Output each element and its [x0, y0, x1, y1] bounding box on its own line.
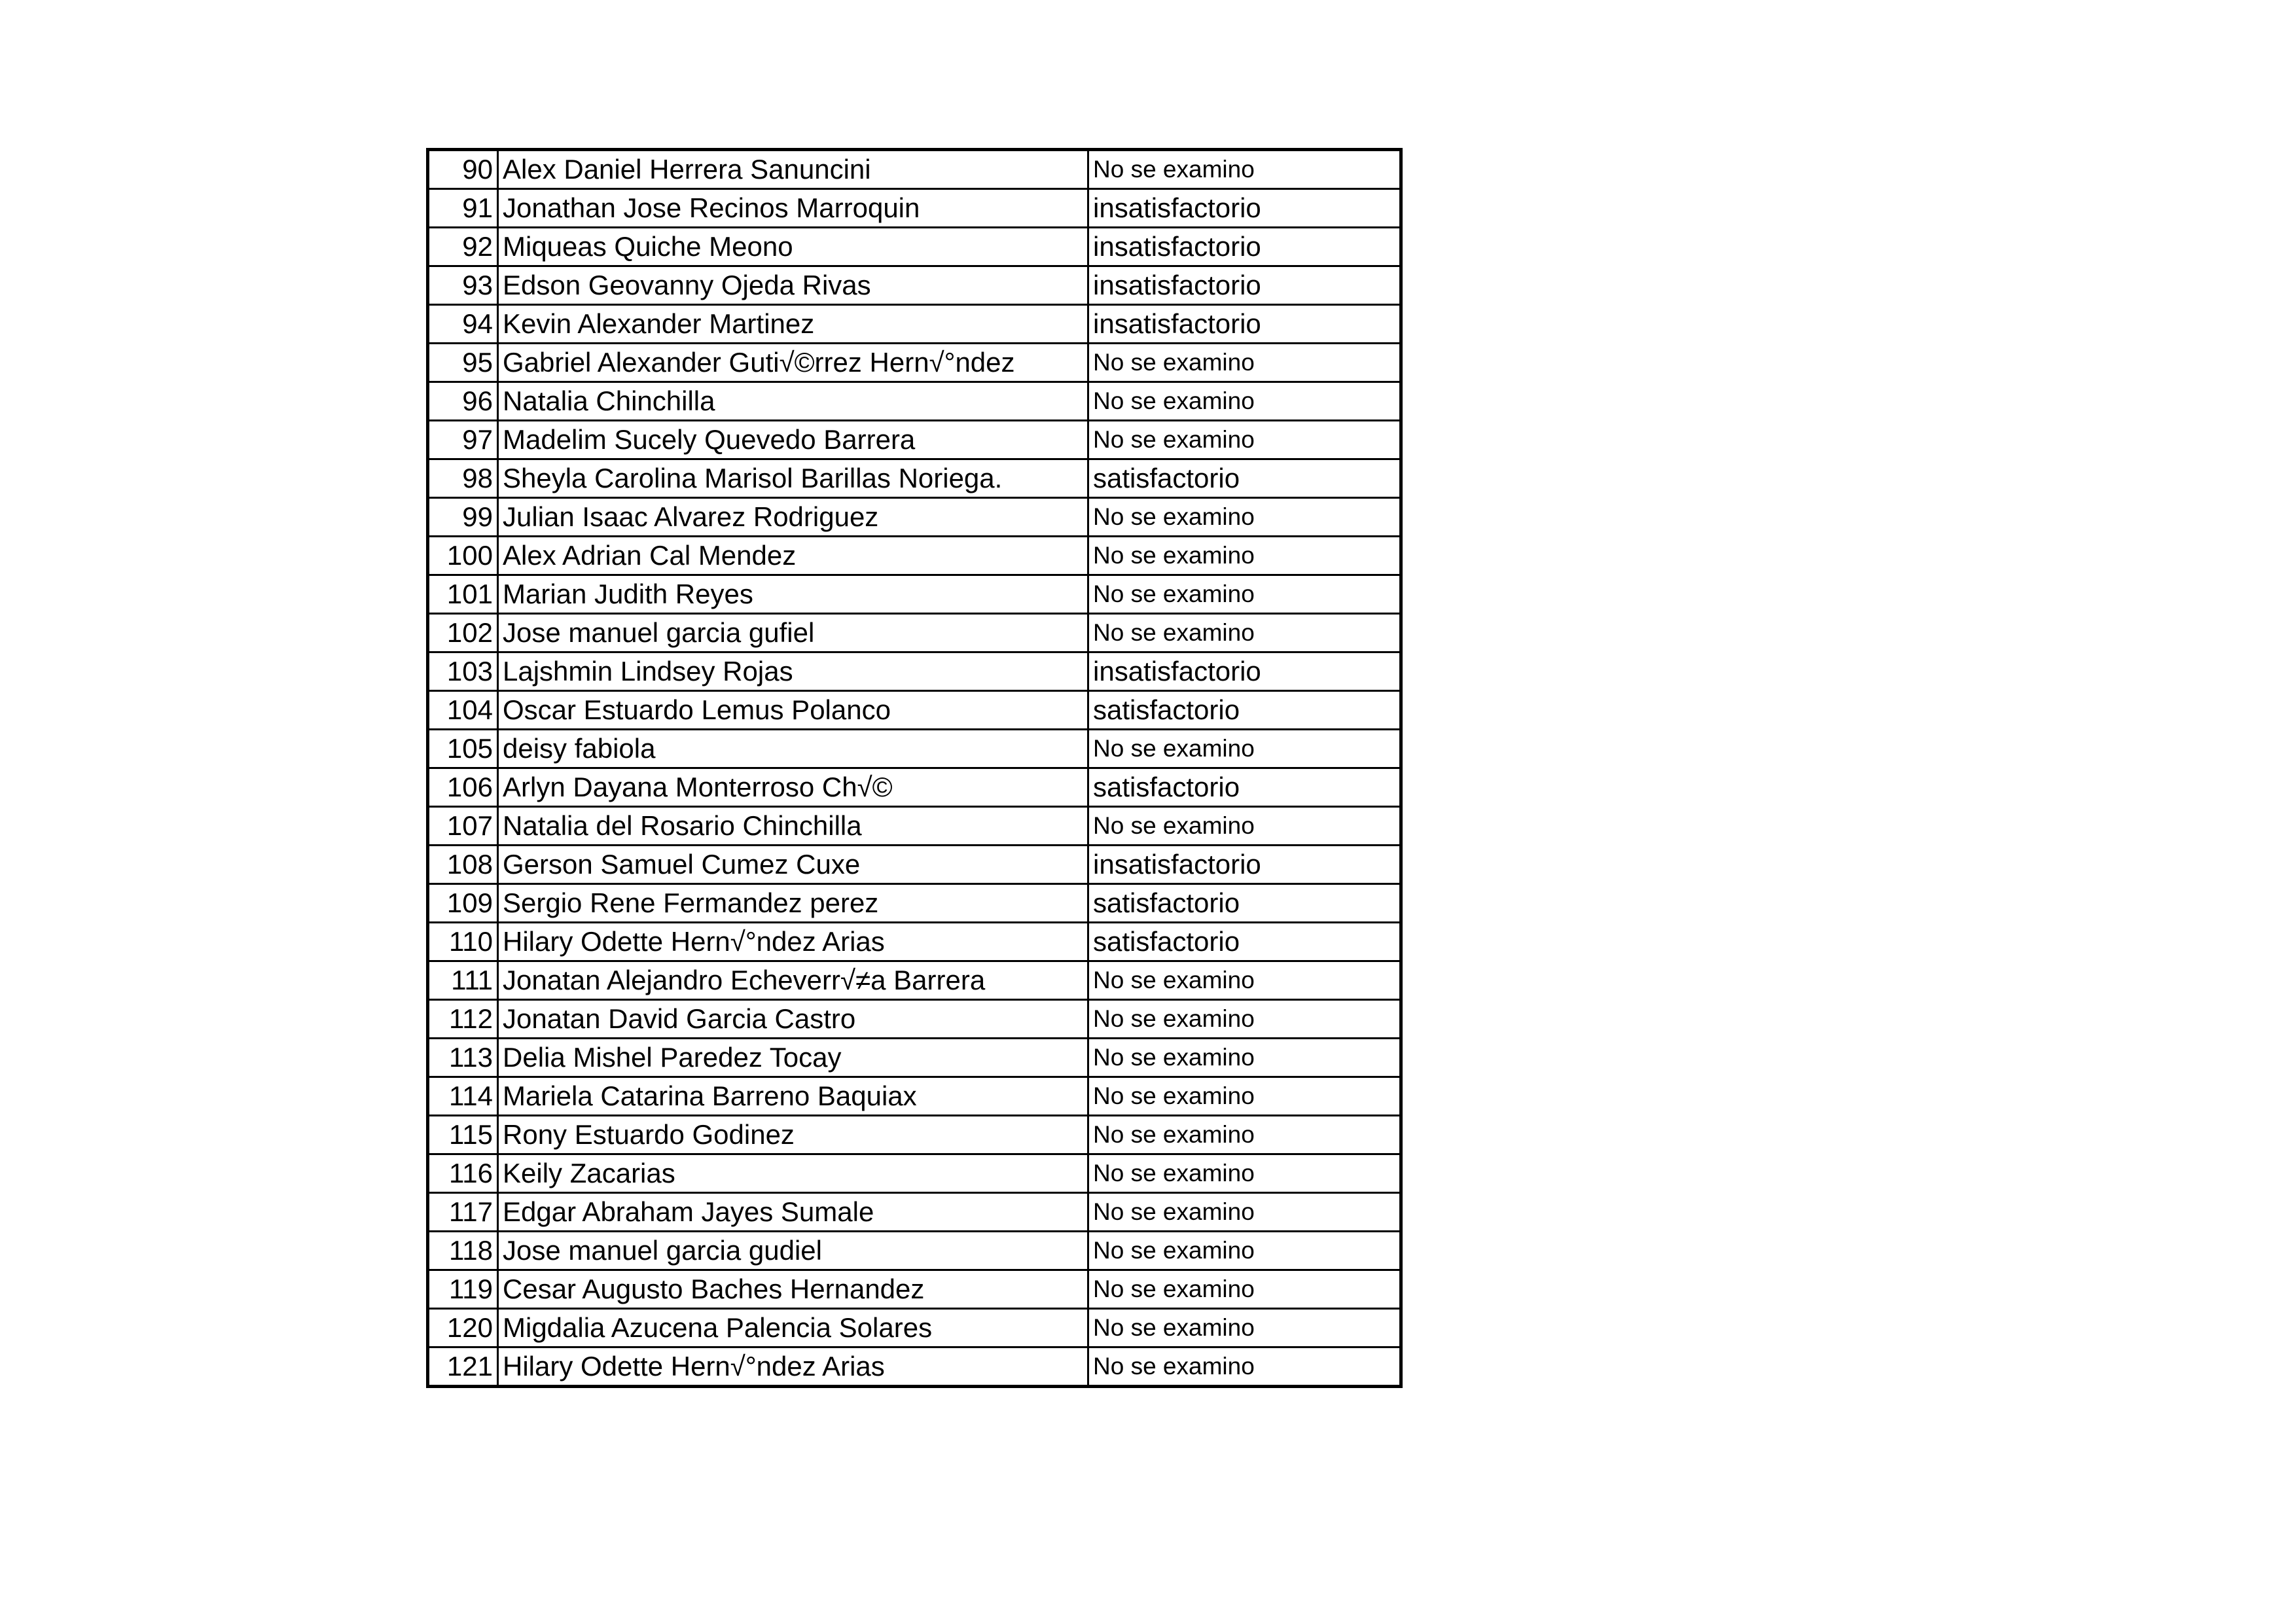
row-number-cell: 116: [428, 1154, 498, 1193]
result-status-cell: satisfactorio: [1088, 923, 1401, 961]
result-status-cell: No se examino: [1088, 807, 1401, 846]
result-status-cell: No se examino: [1088, 1154, 1401, 1193]
row-number-cell: 92: [428, 228, 498, 266]
student-name-cell: Alex Daniel Herrera Sanuncini: [498, 150, 1088, 189]
student-name-cell: Edgar Abraham Jayes Sumale: [498, 1193, 1088, 1232]
result-status-cell: insatisfactorio: [1088, 266, 1401, 305]
student-name-cell: Rony Estuardo Godinez: [498, 1116, 1088, 1154]
table-row: [428, 344, 1401, 382]
result-status-cell: No se examino: [1088, 1000, 1401, 1039]
result-status-cell: No se examino: [1088, 575, 1401, 614]
table-row: [428, 1000, 1401, 1039]
student-name-cell: Jose manuel garcia gufiel: [498, 614, 1088, 652]
row-number-cell: 106: [428, 768, 498, 807]
student-name-cell: Sergio Rene Fermandez perez: [498, 884, 1088, 923]
student-name-cell: Alex Adrian Cal Mendez: [498, 537, 1088, 575]
student-name-cell: Jonatan David Garcia Castro: [498, 1000, 1088, 1039]
table-row: [428, 1309, 1401, 1347]
row-number-cell: 108: [428, 846, 498, 884]
table-row: [428, 1116, 1401, 1154]
result-status-cell: No se examino: [1088, 1116, 1401, 1154]
student-name-cell: Miqueas Quiche Meono: [498, 228, 1088, 266]
row-number-cell: 103: [428, 652, 498, 691]
row-number-cell: 110: [428, 923, 498, 961]
result-status-cell: No se examino: [1088, 344, 1401, 382]
table-row: [428, 382, 1401, 421]
row-number-cell: 94: [428, 305, 498, 344]
result-status-cell: insatisfactorio: [1088, 846, 1401, 884]
table-row: [428, 1270, 1401, 1309]
table-row: [428, 266, 1401, 305]
student-name-cell: Jose manuel garcia gudiel: [498, 1232, 1088, 1270]
row-number-cell: 115: [428, 1116, 498, 1154]
table-row: [428, 150, 1401, 189]
table-row: [428, 807, 1401, 846]
table-row: [428, 730, 1401, 768]
result-status-cell: No se examino: [1088, 498, 1401, 537]
student-name-cell: Madelim Sucely Quevedo Barrera: [498, 421, 1088, 459]
result-status-cell: No se examino: [1088, 730, 1401, 768]
row-number-cell: 98: [428, 459, 498, 498]
student-name-cell: Hilary Odette Hern√°ndez Arias: [498, 1347, 1088, 1387]
table-row: [428, 575, 1401, 614]
table-row: [428, 228, 1401, 266]
table-row: [428, 421, 1401, 459]
result-status-cell: satisfactorio: [1088, 459, 1401, 498]
row-number-cell: 90: [428, 150, 498, 189]
row-number-cell: 91: [428, 189, 498, 228]
result-status-cell: insatisfactorio: [1088, 652, 1401, 691]
row-number-cell: 112: [428, 1000, 498, 1039]
row-number-cell: 97: [428, 421, 498, 459]
result-status-cell: No se examino: [1088, 1309, 1401, 1347]
result-status-cell: No se examino: [1088, 382, 1401, 421]
student-name-cell: Marian Judith Reyes: [498, 575, 1088, 614]
row-number-cell: 118: [428, 1232, 498, 1270]
result-status-cell: insatisfactorio: [1088, 189, 1401, 228]
result-status-cell: insatisfactorio: [1088, 305, 1401, 344]
result-status-cell: No se examino: [1088, 1270, 1401, 1309]
table-row: [428, 1077, 1401, 1116]
table-row: [428, 537, 1401, 575]
table-row: [428, 961, 1401, 1000]
result-status-cell: satisfactorio: [1088, 768, 1401, 807]
student-name-cell: Natalia del Rosario Chinchilla: [498, 807, 1088, 846]
row-number-cell: 96: [428, 382, 498, 421]
results-table: [426, 148, 1403, 1388]
student-name-cell: Keily Zacarias: [498, 1154, 1088, 1193]
row-number-cell: 111: [428, 961, 498, 1000]
student-name-cell: Sheyla Carolina Marisol Barillas Noriega.: [498, 459, 1088, 498]
table-row: [428, 1039, 1401, 1077]
student-name-cell: Gabriel Alexander Guti√©rrez Hern√°ndez: [498, 344, 1088, 382]
results-table-body: [428, 150, 1401, 1387]
result-status-cell: No se examino: [1088, 1232, 1401, 1270]
table-row: [428, 652, 1401, 691]
table-row: [428, 1347, 1401, 1387]
result-status-cell: insatisfactorio: [1088, 228, 1401, 266]
result-status-cell: satisfactorio: [1088, 884, 1401, 923]
result-status-cell: No se examino: [1088, 1039, 1401, 1077]
student-name-cell: Gerson Samuel Cumez Cuxe: [498, 846, 1088, 884]
table-row: [428, 305, 1401, 344]
student-name-cell: Arlyn Dayana Monterroso Ch√©: [498, 768, 1088, 807]
table-row: [428, 1193, 1401, 1232]
row-number-cell: 95: [428, 344, 498, 382]
student-name-cell: Delia Mishel Paredez Tocay: [498, 1039, 1088, 1077]
row-number-cell: 121: [428, 1347, 498, 1387]
table-row: [428, 768, 1401, 807]
row-number-cell: 101: [428, 575, 498, 614]
row-number-cell: 99: [428, 498, 498, 537]
result-status-cell: No se examino: [1088, 1347, 1401, 1387]
row-number-cell: 102: [428, 614, 498, 652]
table-row: [428, 1232, 1401, 1270]
table-row: [428, 1154, 1401, 1193]
result-status-cell: No se examino: [1088, 1193, 1401, 1232]
row-number-cell: 93: [428, 266, 498, 305]
student-name-cell: Jonathan Jose Recinos Marroquin: [498, 189, 1088, 228]
result-status-cell: No se examino: [1088, 537, 1401, 575]
row-number-cell: 120: [428, 1309, 498, 1347]
row-number-cell: 114: [428, 1077, 498, 1116]
student-name-cell: Edson Geovanny Ojeda Rivas: [498, 266, 1088, 305]
row-number-cell: 119: [428, 1270, 498, 1309]
row-number-cell: 117: [428, 1193, 498, 1232]
result-status-cell: satisfactorio: [1088, 691, 1401, 730]
table-row: [428, 498, 1401, 537]
table-row: [428, 884, 1401, 923]
row-number-cell: 105: [428, 730, 498, 768]
student-name-cell: Migdalia Azucena Palencia Solares: [498, 1309, 1088, 1347]
table-row: [428, 923, 1401, 961]
row-number-cell: 113: [428, 1039, 498, 1077]
result-status-cell: No se examino: [1088, 1077, 1401, 1116]
result-status-cell: No se examino: [1088, 421, 1401, 459]
table-row: [428, 189, 1401, 228]
result-status-cell: No se examino: [1088, 961, 1401, 1000]
student-name-cell: deisy fabiola: [498, 730, 1088, 768]
student-name-cell: Lajshmin Lindsey Rojas: [498, 652, 1088, 691]
row-number-cell: 109: [428, 884, 498, 923]
result-status-cell: No se examino: [1088, 614, 1401, 652]
student-name-cell: Cesar Augusto Baches Hernandez: [498, 1270, 1088, 1309]
student-name-cell: Jonatan Alejandro Echeverr√≠a Barrera: [498, 961, 1088, 1000]
result-status-cell: No se examino: [1088, 150, 1401, 189]
student-name-cell: Mariela Catarina Barreno Baquiax: [498, 1077, 1088, 1116]
row-number-cell: 100: [428, 537, 498, 575]
table-row: [428, 846, 1401, 884]
student-name-cell: Natalia Chinchilla: [498, 382, 1088, 421]
table-row: [428, 614, 1401, 652]
table-row: [428, 459, 1401, 498]
student-name-cell: Kevin Alexander Martinez: [498, 305, 1088, 344]
student-name-cell: Oscar Estuardo Lemus Polanco: [498, 691, 1088, 730]
student-name-cell: Julian Isaac Alvarez Rodriguez: [498, 498, 1088, 537]
student-name-cell: Hilary Odette Hern√°ndez Arias: [498, 923, 1088, 961]
row-number-cell: 107: [428, 807, 498, 846]
table-row: [428, 691, 1401, 730]
row-number-cell: 104: [428, 691, 498, 730]
